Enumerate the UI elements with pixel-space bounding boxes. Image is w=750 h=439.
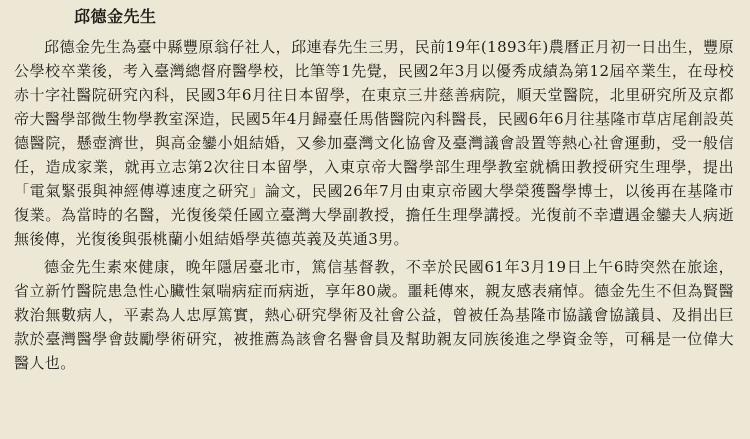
paragraph-later-life: 德金先生素來健康，晚年隱居臺北市，篤信基督教，不幸於民國61年3月19日上午6時突然在旅途，省立新竹醫院患急性心臟性氣喘病症而病逝，享年80歲。噩耗傳來，親友感表痛悼。德金先生不但為賢醫救治無數病人，平素為人忠厚篤實，熱心研究學術及社會公益，曾被任為基隆市協議會協議員、及捐出巨款於臺灣醫學會鼓勵學術研究，被推薦為該會名譽會員及幫助親友同族後進之學資金等，可稱是一位偉大醫人也。 xyxy=(14,258,734,372)
document-title: 邱德金先生 xyxy=(74,7,157,26)
paragraph-biography: 邱德金先生為臺中縣豐原翁仔社人，邱連春先生三男，民前19年(1893年)農曆正月初一日出生，豐原公學校卒業後，考入臺灣總督府醫學校，比筆等1先覺，民國2年3月以優秀成績為第12屆卒業生，在母校赤十字社醫院研究內科，民國3年6月往日本留學，在東京三井慈善病院，順天堂醫院，北里研究所及京都帝大醫學部微生物學教室深造，民國5年4月歸臺任馬偕醫院內科醫長，民國6年6月往基隆市草店尾創設英德醫院，懸壺濟世，與高金鑾小姐結婚，又參加臺灣文化協會及臺灣議會設置等熱心社會運動，受一般信任，造成家業，就再立志第2次往日本留學，入東京帝大醫學部生理學教室就橋田教授研究生理學，提出「電氣緊張與神經傳導速度之研究」論文，民國26年7月由東京帝國大學榮獲醫學博士，以後再在基隆市復業。為當時的名醫，光復後榮任國立臺灣大學副教授，擔任生理學講授。光復前不幸遭遇金鑾夫人病逝無後傳，光復後與張桃蘭小姐結婚學英德英義及英通3男。 xyxy=(14,38,734,248)
